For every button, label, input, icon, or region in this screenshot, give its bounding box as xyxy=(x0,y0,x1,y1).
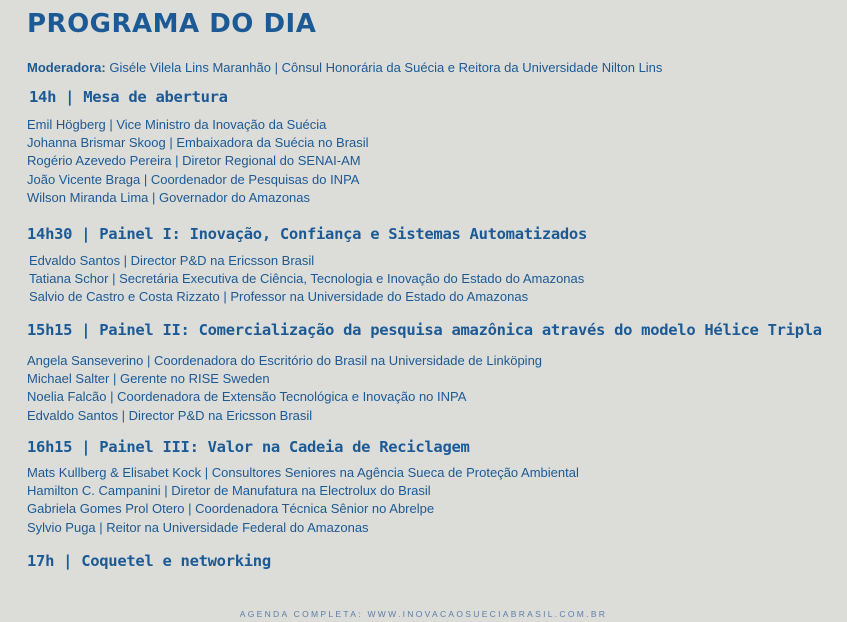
list-item: João Vicente Braga | Coordenador de Pesquisas do INPA xyxy=(27,171,360,187)
list-item: Michael Salter | Gerente no RISE Sweden xyxy=(27,371,270,387)
list-item: Rogério Azevedo Pereira | Diretor Regional do SENAI-AM xyxy=(27,153,361,169)
list-item: Salvio de Castro e Costa Rizzato | Professor na Universidade do Estado do Amazonas xyxy=(29,289,529,305)
list-item: Hamilton C. Campanini | Diretor de Manufatura na Electrolux do Brasil xyxy=(27,483,431,499)
list-item: Edvaldo Santos | Director P&D na Ericsson Brasil xyxy=(29,253,315,268)
list-item: Mats Kullberg & Elisabet Kock | Consultores Seniores na Agência Sueca de Proteção Ambiental xyxy=(27,465,579,480)
list-item: Edvaldo Santos | Director P&D na Ericsson Brasil xyxy=(27,407,313,423)
section-title-panel-2: 15h15 | Painel II: Comercialização da pesquisa amazônica através do modelo Hélice Tripla xyxy=(27,321,822,339)
list-item: Johanna Brismar Skoog | Embaixadora da Suécia no Brasil xyxy=(27,135,369,151)
list-item: Emil Högberg | Vice Ministro da Inovação da Suécia xyxy=(27,117,327,132)
moderator-text: Giséle Vilela Lins Maranhão | Cônsul Honorária da Suécia e Reitora da Universidade Nilton Lins xyxy=(109,60,663,75)
speaker-list-panel-1 xyxy=(29,252,584,307)
page-title: PROGRAMA DO DIA xyxy=(27,9,317,39)
section-title-panel-1: 14h30 | Painel I: Inovação, Confiança e Sistemas Automatizados xyxy=(27,225,587,243)
moderator-line xyxy=(27,60,662,75)
speaker-list-panel-3 xyxy=(27,464,579,537)
footer-agenda-link[interactable]: AGENDA COMPLETA: WWW.INOVACAOSUECIABRASIL.COM.BR xyxy=(239,609,608,619)
section-title-cocktail: 17h | Coquetel e networking xyxy=(27,552,271,570)
moderator-label: Moderadora: xyxy=(27,60,106,75)
speaker-list-panel-2 xyxy=(27,352,542,425)
speaker-list-opening xyxy=(27,116,369,207)
list-item: Sylvio Puga | Reitor na Universidade Federal do Amazonas xyxy=(27,519,369,535)
list-item: Gabriela Gomes Prol Otero | Coordenadora Técnica Sênior no Abrelpe xyxy=(27,501,435,517)
section-title-opening: 14h | Mesa de abertura xyxy=(29,88,228,106)
list-item: Wilson Miranda Lima | Governador do Amazonas xyxy=(27,189,311,205)
list-item: Noelia Falcão | Coordenadora de Extensão Tecnológica e Inovação no INPA xyxy=(27,389,467,405)
list-item: Tatiana Schor | Secretária Executiva de Ciência, Tecnologia e Inovação do Estado do Amazonas xyxy=(29,271,585,287)
section-title-panel-3: 16h15 | Painel III: Valor na Cadeia de Reciclagem xyxy=(27,438,470,456)
list-item: Angela Sanseverino | Coordenadora do Escritório do Brasil na Universidade de Linköping xyxy=(27,353,543,368)
